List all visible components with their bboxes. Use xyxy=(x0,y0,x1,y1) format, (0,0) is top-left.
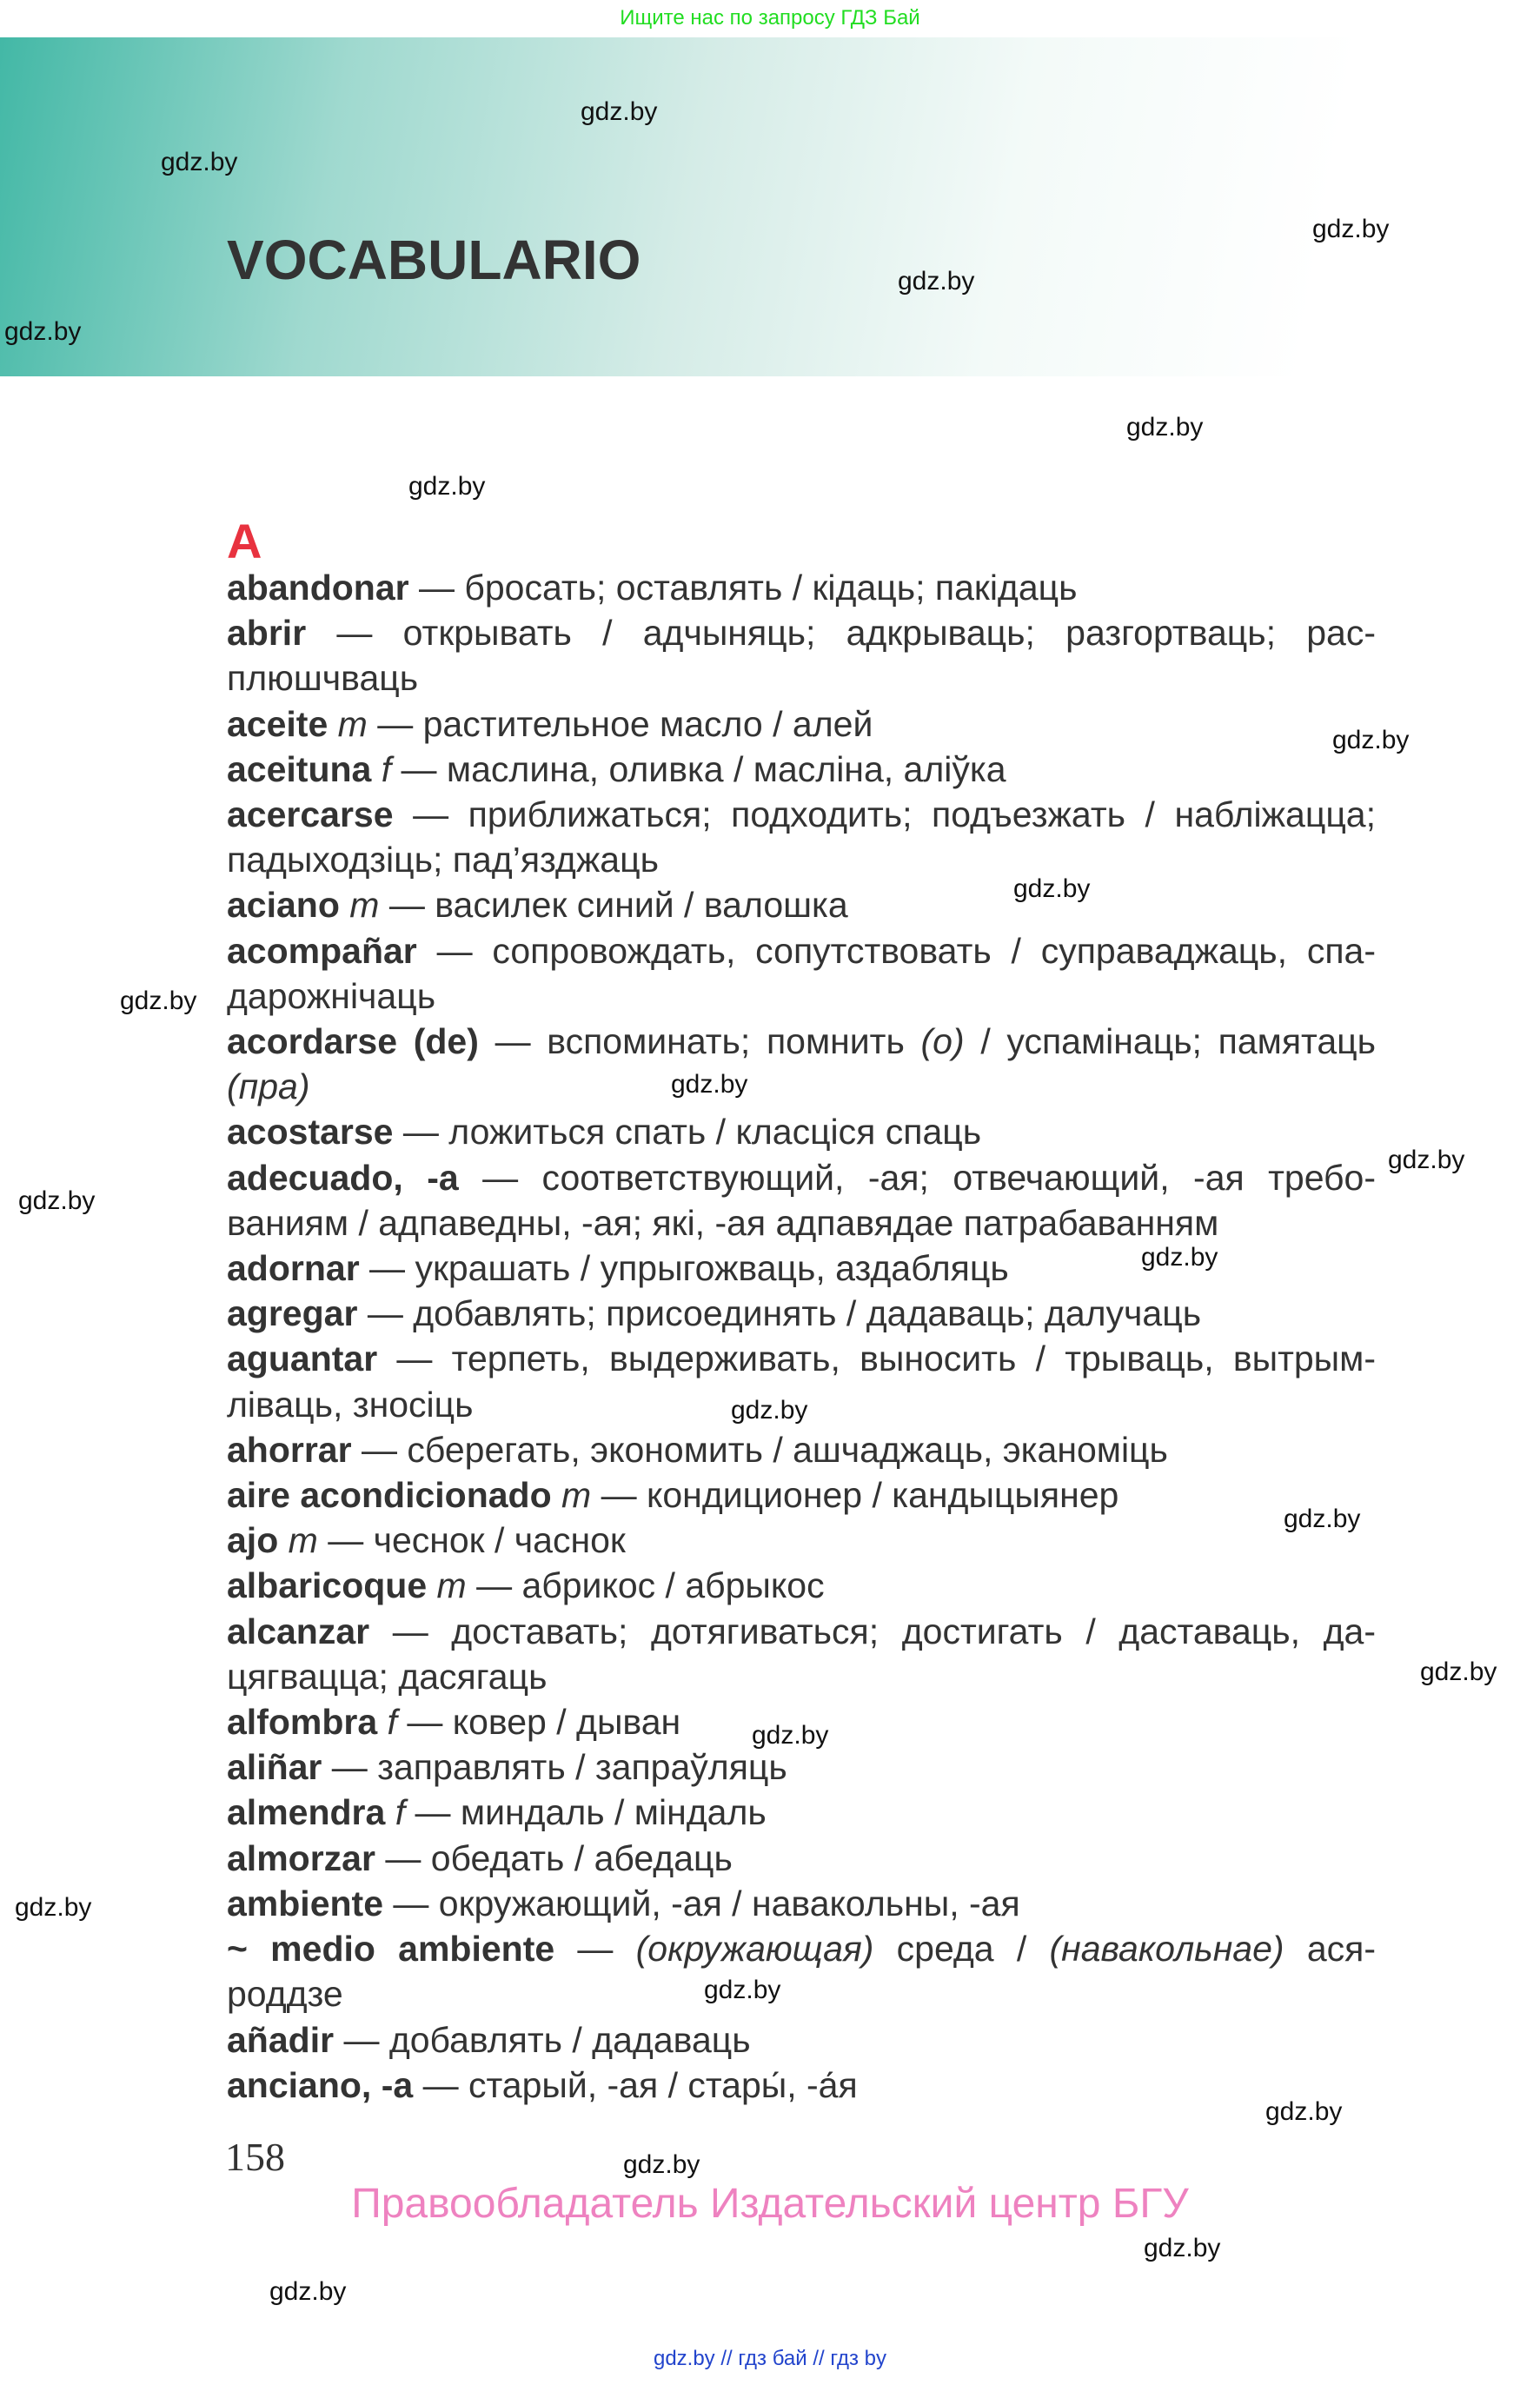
watermark: gdz.by xyxy=(1388,1146,1465,1174)
translation: — украшать / упрыгожваць, аздабляць xyxy=(359,1248,1009,1289)
headword: alcanzar xyxy=(227,1611,370,1651)
headword: ajo xyxy=(227,1520,279,1561)
vocab-entry xyxy=(227,747,1376,792)
translation: — добавлять; присоединять / дадаваць; далучаць xyxy=(357,1293,1202,1334)
section-letter: A xyxy=(227,514,262,568)
headword: aciano xyxy=(227,885,340,926)
translation: — маслина, оливка / масліна, аліўка xyxy=(391,748,1006,789)
translation: — обедать / абедаць xyxy=(375,1837,733,1878)
vocab-entry xyxy=(227,2017,1376,2063)
headword: aire acondicionado xyxy=(227,1475,552,1516)
watermark: gdz.by xyxy=(269,2277,347,2306)
headword: anciano, -a xyxy=(227,2064,414,2105)
vocab-entry xyxy=(227,1744,1376,1790)
watermark: gdz.by xyxy=(1265,2097,1343,2126)
translation: — вспоминать; помнить xyxy=(478,1021,921,1062)
headword: aceituna xyxy=(227,748,372,789)
watermark: gdz.by xyxy=(408,472,486,501)
vocab-entry xyxy=(227,1926,1376,2016)
headword: almorzar xyxy=(227,1837,375,1878)
translation: — xyxy=(554,1929,636,1970)
translation: — миндаль / міндаль xyxy=(405,1792,767,1833)
vocab-entry xyxy=(227,565,1376,610)
translation: — приближаться; подходить; подъезжать / набліжацца; падыходзіць; пад’язджаць xyxy=(227,794,1376,880)
gender-marker: m xyxy=(278,1520,318,1561)
translation: среда / xyxy=(873,1929,1050,1970)
vocab-entry xyxy=(227,1427,1376,1472)
vocab-entry xyxy=(227,1609,1376,1699)
watermark: gdz.by xyxy=(1284,1505,1361,1533)
headword: abandonar xyxy=(227,568,409,608)
translation: — растительное масло / алей xyxy=(367,703,873,744)
vocab-entry xyxy=(227,1019,1376,1109)
headword: agregar xyxy=(227,1293,358,1334)
headword: ~ medio ambiente xyxy=(227,1929,555,1970)
headword: almendra xyxy=(227,1792,386,1833)
headword: acordarse (de) xyxy=(227,1021,479,1062)
watermark: gdz.by xyxy=(1420,1658,1497,1686)
page-title: VOCABULARIO xyxy=(227,229,641,291)
watermark: gdz.by xyxy=(120,987,197,1015)
vocabulary-list xyxy=(227,565,1376,2108)
translation: — ковер / дыван xyxy=(396,1702,681,1743)
vocab-entry xyxy=(227,701,1376,747)
watermark: gdz.by xyxy=(1013,874,1091,903)
translation: — ложиться спать / класціся спаць xyxy=(393,1112,982,1153)
gender-marker: f xyxy=(371,748,392,789)
translation: асяроддзе xyxy=(227,1929,1376,2015)
watermark: gdz.by xyxy=(18,1186,96,1215)
vocab-entry xyxy=(227,2063,1376,2108)
gender-marker: m xyxy=(427,1565,467,1606)
copyright-notice: Правообладатель Издательский центр БГУ xyxy=(351,2181,1189,2227)
headword: acompañar xyxy=(227,930,417,971)
watermark: gdz.by xyxy=(704,1976,781,2004)
watermark: gdz.by xyxy=(1141,1243,1218,1272)
watermark: gdz.by xyxy=(161,148,238,176)
vocab-entry xyxy=(227,610,1376,701)
translation: — василек синий / валошка xyxy=(379,885,848,926)
translation: — сберегать, экономить / ашчаджаць, эканоміць xyxy=(351,1429,1168,1470)
translation-note: (о) xyxy=(920,1021,965,1062)
headword: abrir xyxy=(227,613,307,654)
translation: — окружающий, -ая / навакольны, -ая xyxy=(383,1883,1020,1923)
vocab-entry xyxy=(227,1836,1376,1881)
vocab-entry xyxy=(227,1518,1376,1563)
translation: — заправлять / запраўляць xyxy=(322,1747,787,1788)
footer-links[interactable]: gdz.by // гдз бай // гдз by xyxy=(653,2347,887,2370)
headword: adecuado, -a xyxy=(227,1157,459,1198)
headword: aceite xyxy=(227,703,329,744)
translation: — чеснок / часнок xyxy=(317,1520,626,1561)
vocab-entry xyxy=(227,792,1376,882)
translation: — соответствующий, -ая; отвечающий, -ая требованиям / адпаведны, -ая; які, -ая адпавядае патрабаванням xyxy=(227,1157,1376,1243)
watermark: gdz.by xyxy=(1126,413,1204,442)
vocab-entry xyxy=(227,1790,1376,1835)
translation: — добавлять / дадаваць xyxy=(334,2019,751,2060)
watermark: gdz.by xyxy=(623,2150,700,2179)
gender-marker: f xyxy=(377,1702,397,1743)
headword: aliñar xyxy=(227,1747,322,1788)
top-banner: Ищите нас по запросу ГДЗ Бай xyxy=(620,6,920,30)
translation: — терпеть, выдерживать, выносить / трываць, вытрымліваць, зносіць xyxy=(227,1339,1376,1425)
vocab-entry xyxy=(227,1291,1376,1336)
watermark: gdz.by xyxy=(898,267,975,296)
translation: / успамінаць; памятаць xyxy=(964,1021,1376,1062)
translation: — кондиционер / кандыцыянер xyxy=(591,1475,1119,1516)
watermark: gdz.by xyxy=(1332,726,1410,754)
headword: acercarse xyxy=(227,794,394,835)
watermark: gdz.by xyxy=(1312,215,1390,243)
translation: — абрикос / абрыкос xyxy=(466,1565,825,1606)
translation: — старый, -ая / стары́, -а́я xyxy=(413,2064,858,2105)
watermark: gdz.by xyxy=(671,1070,748,1099)
vocab-entry xyxy=(227,1881,1376,1926)
vocab-entry xyxy=(227,928,1376,1019)
headword: añadir xyxy=(227,2019,335,2060)
headword: aguantar xyxy=(227,1339,378,1379)
translation-note: (окружающая) xyxy=(635,1929,874,1970)
translation: — бросать; оставлять / кідаць; пакідаць xyxy=(408,568,1078,608)
watermark: gdz.by xyxy=(752,1721,829,1750)
watermark: gdz.by xyxy=(4,317,82,346)
headword: acostarse xyxy=(227,1112,394,1153)
vocab-entry xyxy=(227,1155,1376,1246)
headword: alfombra xyxy=(227,1702,378,1743)
vocab-entry xyxy=(227,882,1376,927)
vocab-entry xyxy=(227,1472,1376,1518)
gender-marker: f xyxy=(385,1792,406,1833)
translation: — доставать; дотягиваться; достигать / даставаць, дацягвацца; дасягаць xyxy=(227,1611,1376,1697)
translation-note: (пра) xyxy=(227,1066,310,1107)
translation: — открывать / адчыняць; адкрываць; разгортваць; расплюшчваць xyxy=(227,613,1376,699)
vocab-entry xyxy=(227,1563,1376,1608)
translation-note: (навакольнае) xyxy=(1049,1929,1284,1970)
vocab-entry xyxy=(227,1109,1376,1154)
gender-marker: m xyxy=(339,885,380,926)
header-band xyxy=(0,37,1540,376)
gender-marker: m xyxy=(328,703,368,744)
page-number: 158 xyxy=(225,2135,285,2179)
watermark: gdz.by xyxy=(1144,2234,1221,2262)
translation: — сопровождать, сопутствовать / суправаджаць, спадарожнічаць xyxy=(227,930,1376,1016)
watermark: gdz.by xyxy=(581,97,658,126)
gender-marker: m xyxy=(551,1475,592,1516)
watermark: gdz.by xyxy=(15,1893,92,1922)
headword: ahorrar xyxy=(227,1429,352,1470)
watermark: gdz.by xyxy=(731,1396,808,1425)
headword: albaricoque xyxy=(227,1565,428,1606)
headword: adornar xyxy=(227,1248,360,1289)
headword: ambiente xyxy=(227,1883,383,1923)
